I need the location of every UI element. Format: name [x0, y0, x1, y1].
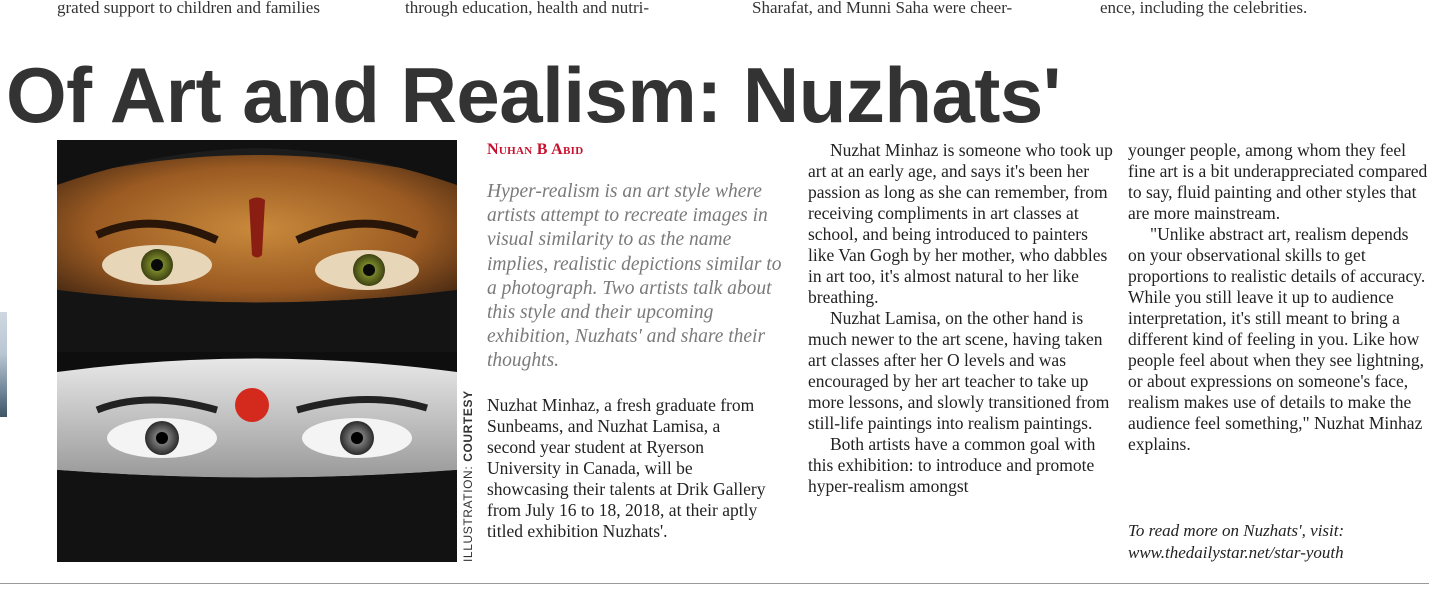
read-more-text: To read more on Nuzhats', visit:: [1128, 521, 1345, 540]
body-column-1: [487, 395, 772, 542]
paragraph: Nuzhat Lamisa, on the other hand is much newer to the art scene, having taken art classes after her O levels and was encouraged by her art teacher to take up more lessons, and slowly transitioned from still-life paintings into realism paintings.: [808, 308, 1110, 433]
read-more-url[interactable]: www.thedailystar.net/star-youth: [1128, 543, 1344, 562]
article-headline: Of Art and Realism: Nuzhats': [6, 51, 1061, 139]
paragraph: Both artists have a common goal with this exhibition: to introduce and promote hyper-realism amongst: [808, 434, 1096, 496]
previous-article-strip: [0, 0, 1429, 24]
prev-col-4: ence, including the celebrities.: [1100, 0, 1308, 17]
paragraph: younger people, among whom they feel fine art is a bit underappreciated compared to say, fluid painting and other styles that are more mainstream.: [1128, 140, 1428, 223]
painting-icon: [57, 140, 457, 562]
body-column-2: [808, 140, 1113, 497]
credit-label: ILLUSTRATION:: [461, 465, 475, 562]
read-more-note: [1128, 520, 1428, 564]
illustration-credit: [461, 390, 475, 562]
prev-col-1: grated support to children and families: [57, 0, 320, 17]
bindi-mark: [235, 388, 269, 422]
credit-value: COURTESY: [461, 390, 475, 462]
article-intro: Hyper-realism is an art style where artists attempt to recreate images in visual similarity to as the name implies, realistic depictions similar to a photograph. Two artists talk about this style and their upcoming exhibition, Nuzhats' and share their thoughts.: [487, 181, 782, 372]
paragraph: Nuzhat Minhaz is someone who took up art at an early age, and says it's been her passion as long as she can remember, from receiving compliments in art classes at school, and being introduced to painters like Van Gogh by her mother, who dabbles in art too, it's almost natural to her like breathing.: [808, 140, 1113, 307]
page-divider: [0, 583, 1429, 584]
body-column-3: [1128, 140, 1428, 455]
author-byline: Nuhan B Abid: [487, 141, 584, 158]
article-illustration: [57, 140, 457, 562]
prev-col-3: Sharafat, and Munni Saha were cheer-: [752, 0, 1013, 17]
paragraph: Nuzhat Minhaz, a fresh graduate from Sunbeams, and Nuzhat Lamisa, a second year student at Ryerson University in Canada, will be showcasing their talents at Drik Gallery from July 16 to 18, 2018, at their aptly titled exhibition Nuzhats'.: [487, 395, 766, 541]
prev-col-2: through education, health and nutri-: [405, 0, 650, 17]
paragraph: "Unlike abstract art, realism depends on your observational skills to get proportions to realistic details of accuracy. While you still leave it up to audience interpretation, it's still meant to bring a different kind of feeling in you. Like how people feel about when they see lightning, or about expressions on someone's face, realism makes use of details to make the audience feel something," Nuzhat Minhaz explains.: [1128, 224, 1426, 454]
adjacent-photo-edge: [0, 312, 7, 417]
